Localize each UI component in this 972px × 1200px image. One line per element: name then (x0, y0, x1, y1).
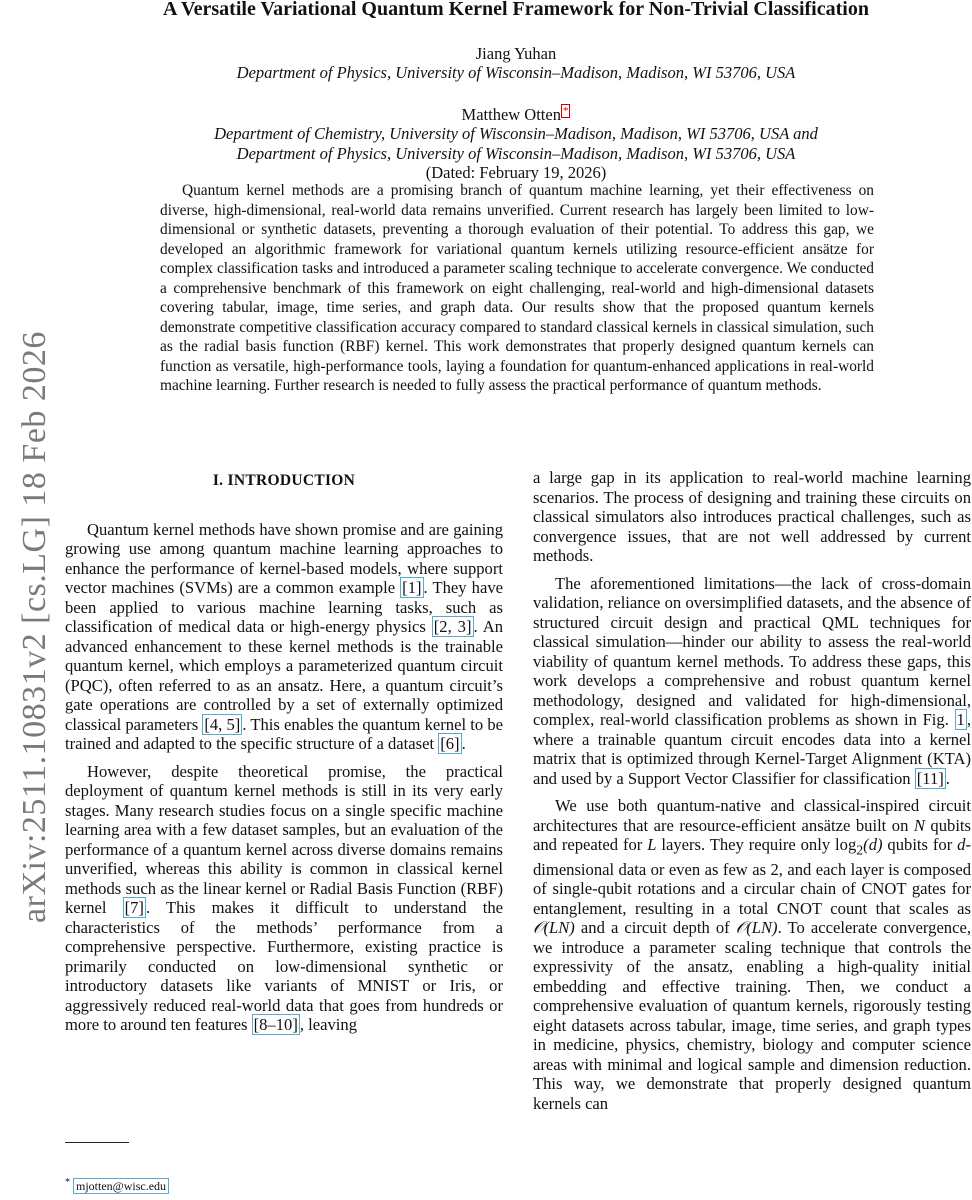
math-symbol: L (647, 835, 657, 854)
text-run: The aforementioned limitations—the lack of cross-domain validation, reliance on oversimplified datasets, and the absence of structured circuit design and practical QML techniques for classical simulation—hinder our ability to assess the real-world viability of quantum kernel methods. To address these gaps, this work develops a comprehensive and robust quantum kernel methodology, designed and validated for high-dimensional, complex, real-world classification problems as shown in Fig. (533, 573, 971, 729)
author1-affiliation: Department of Physics, University of Wisconsin–Madison, Madison, WI 53706, USA (236, 63, 796, 82)
left-column (65, 471, 503, 1043)
email-link[interactable]: mjotten@wisc.edu (73, 1178, 169, 1194)
citation-link[interactable]: [7] (124, 898, 144, 917)
math-subscript: 2 (856, 842, 864, 858)
text-run: . They have been applied to various machine learning tasks, such as classification of medical data or high-energy physics (65, 578, 503, 636)
citation-link[interactable]: [2, 3] (433, 617, 472, 636)
text-run: . (461, 734, 466, 753)
intro-paragraph-3 (533, 574, 971, 789)
author2-affiliation1: Department of Chemistry, University of Wisconsin–Madison, Madison, WI 53706, USA and (214, 124, 818, 143)
citation-link[interactable]: [6] (440, 734, 460, 753)
text-run: Quantum kernel methods have shown promise and are gaining growing use among quantum machine learning approaches to enhance the performance of kernel-based models, where support vector machines (SVMs) are a common example (65, 519, 503, 597)
math-symbol: d (957, 835, 966, 854)
math-symbol: 𝒪(LN) (533, 918, 575, 938)
intro-paragraph-1 (65, 520, 503, 754)
text-run: . To accelerate convergence, we introduce a parameter scaling technique that controls the expressivity of the ansatz, enabling a high-quality initial embedding and effective training. Then, we conduct a comprehensive evaluation of quantum kernels, rigorously testing eight datasets across tabular, image, time series, and graph types in medicine, physics, chemistry, biology and computer science areas with minimal and logical sample and dimension reduction. This way, we demonstrate that properly designed quantum kernels can (533, 918, 971, 1113)
author1-name: Jiang Yuhan (475, 44, 557, 63)
footnote-mark: * (65, 1177, 70, 1188)
text-run: . (945, 768, 950, 788)
corresponding-author-link[interactable]: * (562, 104, 569, 117)
author2-block (60, 105, 972, 125)
intro-paragraph-4 (533, 796, 971, 1113)
text-run: . This enables the quantum kernel to be trained and adapted to the specific structure of a dataset (65, 714, 503, 753)
text-run: , where a trainable quantum circuit encodes data into a kernel matrix that is optimized through Kernel-Target Alignment (KTA) and used by a Support Vector Classifier for classification (533, 710, 971, 788)
date-line: (Dated: February 19, 2026) (425, 163, 607, 182)
text-run: qubits for (882, 835, 958, 854)
section-heading-introduction: I. INTRODUCTION (212, 472, 356, 489)
author2-name: Matthew Otten (461, 105, 561, 124)
text-run: qubits and repeated for (533, 815, 971, 854)
citation-link[interactable]: [11] (916, 768, 944, 788)
math-log: log (835, 835, 857, 854)
math-symbol: (d) (863, 835, 883, 854)
author2-affiliation2: Department of Physics, University of Wisconsin–Madison, Madison, WI 53706, USA (236, 144, 796, 163)
math-symbol: 𝒪(LN) (735, 918, 778, 938)
text-run: We use both quantum-native and classical-inspired circuit architectures that are resource-efficient ansätze built on (533, 796, 971, 835)
text-run: layers. They require only (656, 835, 836, 854)
arxiv-side-stamp: arXiv:2511.10831v2 [cs.LG] 18 Feb 2026 (16, 331, 53, 923)
footnote-rule (65, 1142, 129, 1143)
paper-title: A Versatile Variational Quantum Kernel Framework for Non-Trivial Classification (163, 0, 869, 20)
text-run: and a circuit depth of (574, 918, 736, 938)
intro-paragraph-2-continued: a large gap in its application to real-world machine learning scenarios. The process of designing and training these circuits on classical simulators also introduces practical challenges, such as convergence issues, that are not well addressed by current methods. (533, 468, 971, 565)
right-column (533, 468, 971, 1121)
text-run: However, despite theoretical promise, the practical deployment of quantum kernel methods is still in its very early stages. Many research studies focus on a single specific machine learning area with a few dataset samples, but an evaluation of the performance of a quantum kernel across diverse domains remains unverified, whereas this ability is common in classical kernel methods such as the linear kernel or Radial Basis Function (RBF) kernel (65, 761, 503, 917)
citation-link[interactable]: [4, 5] (204, 714, 241, 734)
intro-paragraph-2 (65, 762, 503, 1035)
citation-link[interactable]: [8–10] (253, 1015, 298, 1034)
citation-link[interactable]: [1] (402, 578, 422, 597)
math-symbol: N (913, 815, 925, 835)
text-run: -dimensional data or even as few as 2, and each layer is composed of single-qubit rotations and a circular chain of CNOT gates for entanglement, resulting in a total CNOT count that scales as (533, 835, 971, 918)
footnote (65, 1177, 169, 1194)
text-run: , leaving (299, 1015, 357, 1034)
text-run: . This makes it difficult to understand the characteristics of the methods’ performance from a comprehensive perspective. Furthermore, existing practice is primarily conducted on low-dimensional synthetic or introductory datasets like variants of MNIST or Iris, or aggressively reduced real-world data that goes from hundreds or more to around ten features (65, 898, 504, 1034)
figure-link[interactable]: 1 (956, 710, 965, 729)
abstract: Quantum kernel methods are a promising branch of quantum machine learning, yet their effectiveness on diverse, high-dimensional, real-world data remains unverified. Current research has largely been limited to low-dimensional or synthetic datasets, preventing a thorough evaluation of their potential. To address this gap, we developed an algorithmic framework for variational quantum kernels utilizing resource-efficient ansätze for complex classification tasks and introduced a parameter scaling technique to accelerate convergence. We conducted a comprehensive benchmark of this framework on eight challenging, real-world and high-dimensional datasets covering tabular, image, time series, and graph data. Our results show that the proposed quantum kernels demonstrate competitive classification accuracy compared to standard classical kernels in classical simulation, such as the radial basis function (RBF) kernel. This work demonstrates that properly designed quantum kernels can function as versatile, high-performance tools, laying a foundation for quantum-enhanced applications in real-world machine learning. Further research is needed to fully assess the practical performance of quantum methods. (160, 182, 874, 394)
text-run: . An advanced enhancement to these kernel methods is the trainable quantum kernel, which employs a parameterized quantum circuit (PQC), often referred to as an ansatz. Here, a quantum circuit’s gate operations are controlled by a set of externally optimized classical parameters (65, 617, 503, 734)
